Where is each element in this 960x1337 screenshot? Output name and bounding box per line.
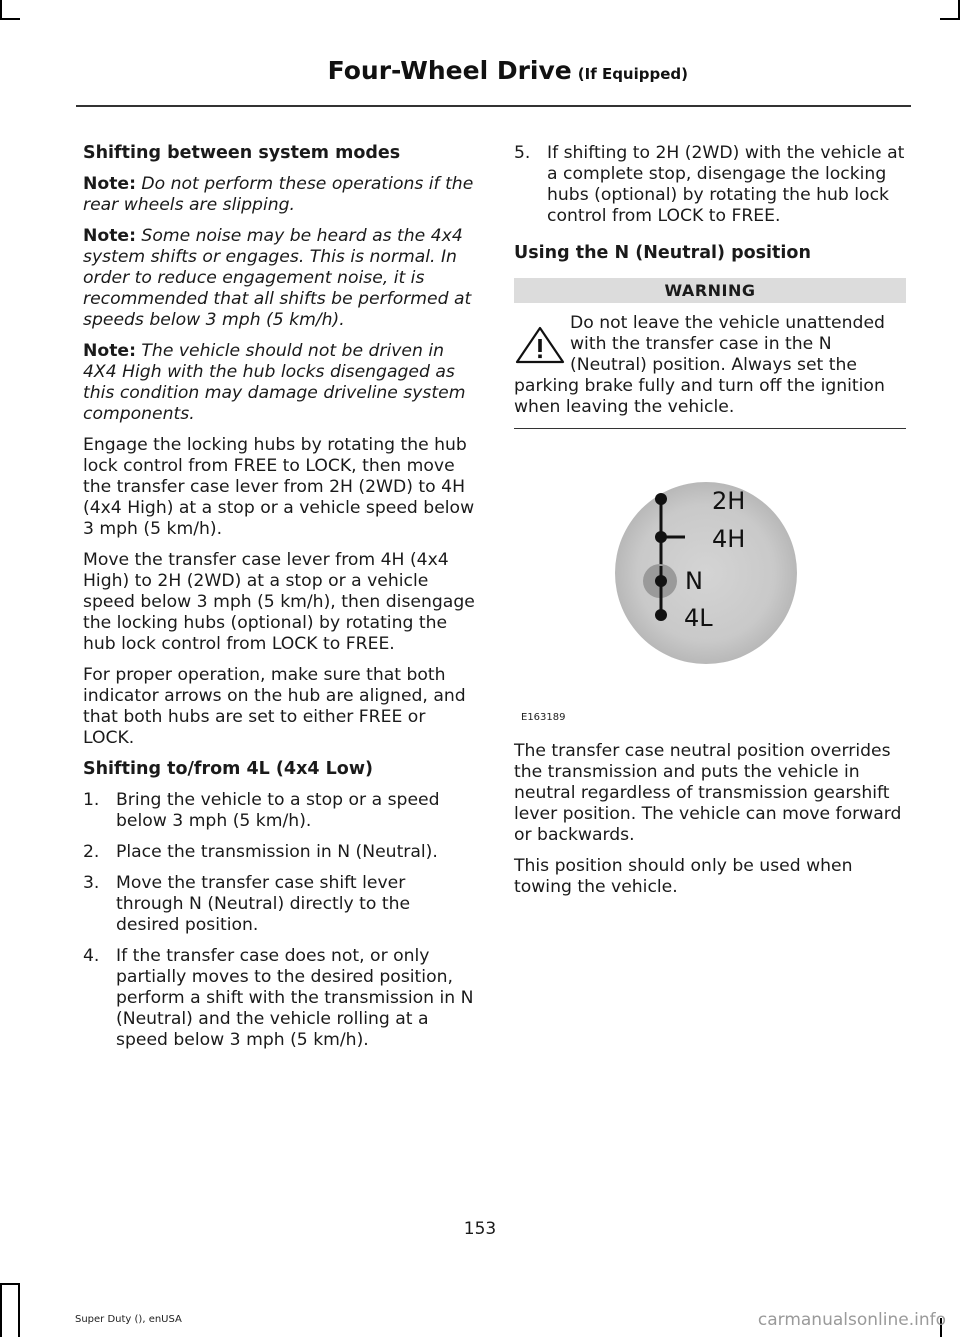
position-dot-4l bbox=[655, 609, 667, 621]
knob-background bbox=[615, 482, 797, 664]
list-text: Place the transmission in N (Neutral). bbox=[116, 842, 438, 862]
list-number: 3. bbox=[83, 873, 100, 893]
warning-triangle-icon bbox=[514, 325, 566, 365]
list-text: If shifting to 2H (2WD) with the vehicle at a complete stop, disengage the locking hubs (optional) by rotating the hub lock control from LOCK to FREE. bbox=[547, 143, 905, 226]
position-dot-4h bbox=[655, 531, 667, 543]
header-rule bbox=[76, 105, 911, 107]
page-number: 153 bbox=[463, 1219, 497, 1239]
list-item bbox=[83, 873, 476, 936]
list-item bbox=[514, 143, 906, 227]
page-subtitle: (If Equipped) bbox=[577, 65, 688, 83]
left-column bbox=[83, 143, 476, 1061]
position-label-4l: 4L bbox=[684, 604, 713, 632]
crop-mark bbox=[0, 1283, 2, 1337]
note bbox=[83, 226, 476, 331]
list-number: 4. bbox=[83, 946, 100, 966]
warning-text: Do not leave the vehicle unattended with the transfer case in the N (Neutral) position. Always set the parking brake fully and turn off the ignition when leaving the vehicle. bbox=[514, 313, 885, 417]
note-label: Note: bbox=[83, 226, 136, 246]
shift-pattern-diagram bbox=[514, 471, 906, 723]
section-heading: Shifting between system modes bbox=[83, 143, 401, 163]
position-dot-2h bbox=[655, 493, 667, 505]
section-heading: Using the N (Neutral) position bbox=[514, 243, 811, 263]
list-text: If the transfer case does not, or only partially moves to the desired position, perform a shift with the transmission in N (Neutral) and the vehicle rolling at a speed below 3 mph (5 km/h). bbox=[116, 946, 474, 1050]
warning-title: WARNING bbox=[514, 278, 906, 303]
section-heading: Shifting to/from 4L (4x4 Low) bbox=[83, 759, 373, 779]
crop-mark bbox=[940, 18, 960, 20]
note-text: Some noise may be heard as the 4x4 system shifts or engages. This is normal. In order to reduce engagement noise, it is recommended that all shifts be performed at speeds below 3 mph (5 km/h). bbox=[83, 226, 472, 330]
figure-code: E163189 bbox=[521, 712, 566, 723]
position-label-2h: 2H bbox=[712, 487, 746, 515]
note-label: Note: bbox=[83, 341, 136, 361]
list-number: 5. bbox=[514, 143, 531, 163]
paragraph: Move the transfer case lever from 4H (4x4 High) to 2H (2WD) at a stop or a vehicle speed below 3 mph (5 km/h), then disengage the locking hubs (optional) by rotating the hub lock control from LOCK to FREE. bbox=[83, 550, 475, 654]
list-item bbox=[83, 842, 476, 863]
list-number: 1. bbox=[83, 790, 100, 810]
crop-mark bbox=[0, 18, 20, 20]
crop-mark bbox=[0, 0, 2, 18]
position-label-n: N bbox=[685, 567, 703, 595]
watermark: carmanualsonline.info bbox=[757, 1310, 946, 1330]
warning-box bbox=[514, 313, 906, 429]
list-item bbox=[83, 946, 476, 1051]
note-text: The vehicle should not be driven in 4X4 High with the hub locks disengaged as this condition may damage driveline system components. bbox=[83, 341, 466, 424]
position-label-4h: 4H bbox=[712, 525, 746, 553]
crop-mark bbox=[958, 0, 960, 18]
footer-doc-info: Super Duty (), enUSA bbox=[75, 1314, 182, 1325]
note bbox=[83, 341, 476, 425]
paragraph: Engage the locking hubs by rotating the hub lock control from FREE to LOCK, then move the transfer case lever from 2H (2WD) to 4H (4x4 High) at a stop or a vehicle speed below 3 mph (5 km/h). bbox=[83, 435, 475, 539]
page-title-text: Four-Wheel Drive bbox=[327, 56, 572, 85]
list-text: Move the transfer case shift lever through N (Neutral) directly to the desired position. bbox=[116, 873, 411, 935]
page-title bbox=[328, 56, 688, 85]
note-label: Note: bbox=[83, 174, 136, 194]
shift-pattern-figure bbox=[514, 471, 906, 723]
paragraph: For proper operation, make sure that both indicator arrows on the hub are aligned, and that both hubs are set to either FREE or LOCK. bbox=[83, 665, 466, 748]
paragraph: The transfer case neutral position overrides the transmission and puts the vehicle in neutral regardless of transmission gearshift lever position. The vehicle can move forward or backwards. bbox=[514, 741, 902, 845]
list-number: 2. bbox=[83, 842, 100, 862]
right-column bbox=[514, 143, 906, 908]
list-text: Bring the vehicle to a stop or a speed below 3 mph (5 km/h). bbox=[116, 790, 440, 831]
crop-mark bbox=[0, 1283, 20, 1285]
list-item bbox=[83, 790, 476, 832]
note bbox=[83, 174, 476, 216]
paragraph: This position should only be used when towing the vehicle. bbox=[514, 856, 853, 897]
crop-mark bbox=[18, 1283, 20, 1337]
note-text: Do not perform these operations if the rear wheels are slipping. bbox=[83, 174, 474, 215]
position-dot-n bbox=[655, 575, 667, 587]
